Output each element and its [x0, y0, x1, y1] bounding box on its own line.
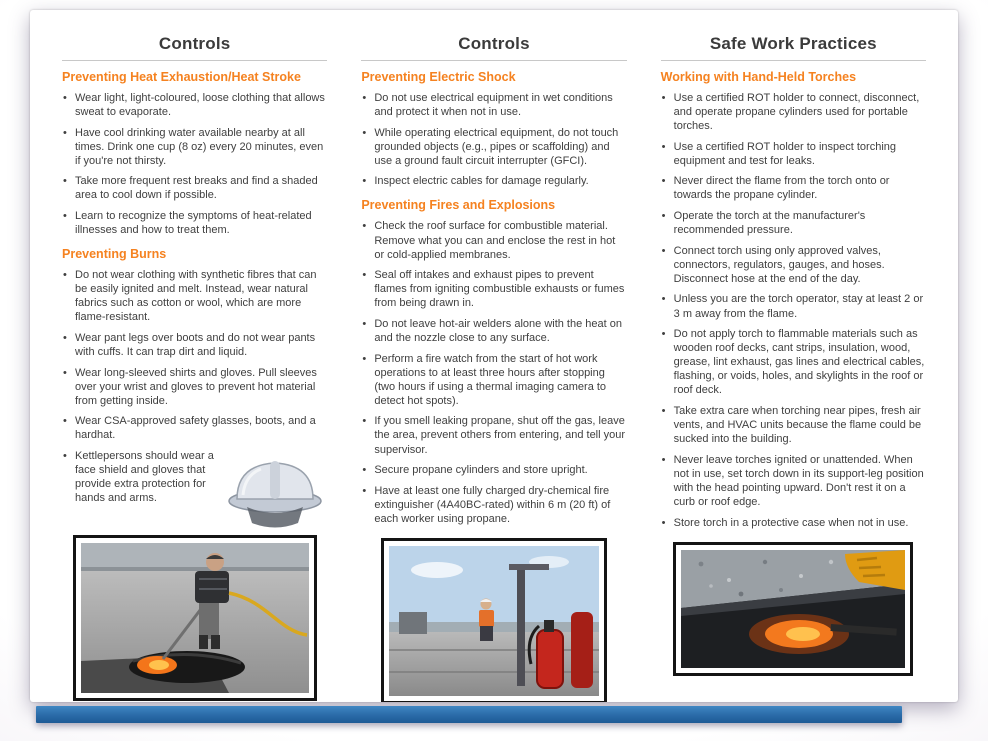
list-item: • Seal off intakes and exhaust pipes to prevent flames from igniting combustible exhausts or fumes from being drawn in.: [361, 268, 626, 310]
torch-flame-on-membrane-closeup-photo: [681, 550, 905, 668]
list-item: • Store torch in a protective case when not in use.: [661, 516, 926, 530]
list-item: • Connect torch using only approved valves, connectors, regulators, gauges, and hoses. Disconnect hose at the end of the day.: [661, 244, 926, 286]
list-item: • Do not apply torch to flammable materials such as wooden roof decks, cant strips, insulation, wood, grease, lint exhaust, gas lines and electrical cables, flashing, or voids, holes, and skylights in the roof or roof deck.: [661, 327, 926, 397]
list-item: • While operating electrical equipment, do not touch grounded objects (e.g., pipes or scaffolding) and use a ground fault circuit interrupter (GFCI).: [361, 126, 626, 168]
title-divider: [661, 60, 926, 61]
photo-frame-extinguishers: [381, 538, 607, 702]
list-item: • Check the roof surface for combustible material. Remove what you can and enclose the rest in hot or cold-applied membranes.: [361, 219, 626, 261]
list-item: • Wear CSA-approved safety glasses, boots, and a hardhat.: [62, 414, 327, 442]
list-item: • Wear light, light-coloured, loose clothing that allows sweat to evaporate.: [62, 91, 327, 119]
list-item: • Operate the torch at the manufacturer's recommended pressure.: [661, 209, 926, 237]
photo-frame-torching-roll: [73, 535, 317, 701]
list-item: • Inspect electric cables for damage regularly.: [361, 174, 626, 188]
section-heading-electric-shock: Preventing Electric Shock: [361, 70, 516, 84]
column-title: Safe Work Practices: [709, 34, 877, 53]
column-title: Controls: [458, 34, 530, 53]
section-heading-heat-exhaustion: Preventing Heat Exhaustion/Heat Stroke: [62, 70, 301, 84]
rooftop-crew-with-fire-extinguishers-photo: [389, 546, 599, 696]
section-heading-burns: Preventing Burns: [62, 247, 167, 262]
column-safe-work-practices: [661, 34, 926, 702]
column-controls-heat: [62, 34, 327, 702]
title-divider: [361, 60, 626, 61]
column-controls-electric-fire: [361, 34, 626, 702]
list-item: • Wear pant legs over boots and do not wear pants with cuffs. It can trap dirt and liquid.: [62, 331, 327, 359]
list-item: • If you smell leaking propane, shut off the gas, leave the area, prevent others from entering, and tell your supervisor.: [361, 414, 626, 456]
list-item: • Have at least one fully charged dry-chemical fire extinguisher (4A40BC-rated) within 6 m (20 ft) of each worker using propane.: [361, 484, 626, 526]
worker-torching-membrane-roll-photo: [81, 543, 309, 693]
list-item: • Perform a fire watch from the start of hot work operations to at least three hours after stopping (two hours if using a thermal imaging camera to detect hot spots).: [361, 352, 626, 408]
title-divider: [62, 60, 327, 61]
list-item: • Do not leave hot-air welders alone with the heat on and the nozzle close to any surface.: [361, 317, 626, 345]
list-item: • Never leave torches ignited or unattended. When not in use, set torch down in its support-leg position with the head pointing upward. Don't rest it on a curb or roof edge.: [661, 453, 926, 509]
list-item: • Secure propane cylinders and store upright.: [361, 463, 626, 477]
section-heading-fires-explosions: Preventing Fires and Explosions: [361, 198, 556, 213]
list-item: • Kettlepersons should wear a face shield and gloves that provide extra protection for hands and arms.: [62, 449, 327, 505]
list-item: • Wear long-sleeved shirts and gloves. Pull sleeves over your wrist and gloves to prevent hot material from getting inside.: [62, 366, 327, 408]
column-title: Controls: [158, 34, 231, 53]
column-layout: [30, 10, 958, 702]
list-item: • Have cool drinking water available nearby at all times. Drink one cup (8 oz) every 20 minutes, even if you're not thirsty.: [62, 126, 327, 168]
list-item: • Use a certified ROT holder to connect, disconnect, and operate propane cylinders used for portable torches.: [661, 91, 926, 133]
list-item: • Do not use electrical equipment in wet conditions and protect it when not in use.: [361, 91, 626, 119]
list-item: • Use a certified ROT holder to inspect torching equipment and test for leaks.: [661, 140, 926, 168]
list-item: • Do not wear clothing with synthetic fibres that can be easily ignited and melt. Instead, wear natural fabrics such as cotton or wool, which are more flame-resistant.: [62, 268, 327, 324]
photo-frame-torch-closeup: [673, 542, 913, 676]
list-item: • Unless you are the torch operator, stay at least 2 or 3 m away from the flame.: [661, 292, 926, 320]
list-item: • Take more frequent rest breaks and find a shaded area to cool down if possible.: [62, 174, 327, 202]
back-page-edge-band: [36, 706, 902, 723]
list-item: • Take extra care when torching near pipes, fresh air vents, and HVAC units because the flame could be sucked into the building.: [661, 404, 926, 446]
brochure-page: [30, 10, 958, 702]
list-item: • Never direct the flame from the torch onto or towards the propane cylinder.: [661, 174, 926, 202]
list-item: • Learn to recognize the symptoms of heat-related illnesses and how to treat them.: [62, 209, 327, 237]
section-heading-hand-held-torches: Working with Hand-Held Torches: [660, 70, 857, 84]
